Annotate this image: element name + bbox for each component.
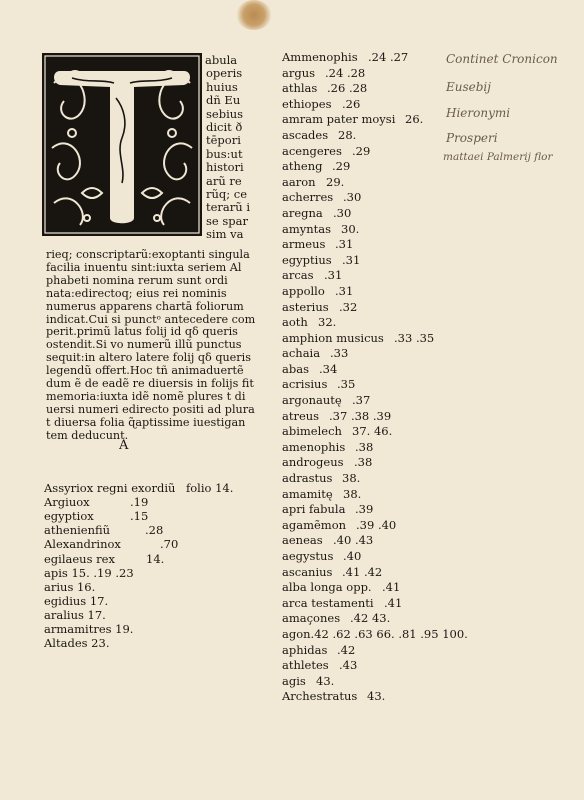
- index-page-number: .39: [355, 502, 374, 517]
- index-left-row: [44, 636, 109, 650]
- index-page-number: .38: [354, 455, 373, 470]
- index-term: Archestratus: [282, 689, 358, 704]
- index-page-number: .29: [332, 159, 351, 174]
- index-term: armamitres 19.: [44, 622, 134, 636]
- index-left-row: [44, 594, 108, 608]
- index-page-number: 26.: [405, 112, 424, 127]
- section-letter-a: A: [119, 438, 129, 453]
- intro-full-line: phabeti nomina rerum sunt ordi: [46, 273, 228, 287]
- intro-narrow-line: sebius: [206, 106, 244, 121]
- index-page-number: 38.: [343, 486, 362, 501]
- index-term: amamitę: [282, 486, 333, 501]
- index-page-number: .31: [324, 268, 343, 283]
- index-left-row: [44, 537, 179, 552]
- index-term: amaçones: [282, 611, 341, 626]
- index-page-number: 38.: [342, 471, 361, 486]
- index-term: athlas: [282, 81, 318, 96]
- intro-full-line: nata:edirectoq; eius rei nominis: [46, 286, 227, 300]
- index-term: androgeus: [282, 455, 344, 470]
- index-page-number: .26 .28: [327, 81, 368, 96]
- index-term: amphion musicus: [282, 330, 384, 345]
- index-term: armeus: [282, 237, 326, 252]
- index-page-number: .29: [352, 143, 371, 158]
- index-term: Altades 23.: [44, 636, 110, 651]
- index-term: argus: [282, 65, 316, 80]
- index-term: argonautę: [282, 393, 342, 408]
- index-term: ethiopes: [282, 96, 332, 111]
- index-term: agis: [282, 673, 306, 688]
- index-page-number: 14.: [146, 551, 165, 566]
- index-page-number: .37 .38 .39: [329, 408, 392, 423]
- intro-narrow-line: dñ Eu: [206, 93, 241, 108]
- index-page-number: .37: [352, 393, 371, 408]
- index-term: aeneas: [282, 533, 323, 548]
- intro-full-line: indicat.Cui si punctᵒ antecedere com: [46, 312, 256, 326]
- intro-narrow-line: sim va: [206, 227, 244, 242]
- index-term: arcas: [282, 268, 314, 283]
- index-left-row: [44, 580, 95, 594]
- paper-stain: [236, 0, 272, 30]
- intro-narrow-line: operis: [206, 66, 243, 81]
- index-left-row: [44, 523, 164, 538]
- intro-full-line: tem deducunt.: [46, 428, 129, 442]
- index-term: amram pater moysi: [282, 112, 396, 127]
- index-term: achaia: [282, 346, 321, 361]
- index-term: ascades: [282, 127, 329, 142]
- index-term: egidius 17.: [44, 593, 109, 608]
- index-page-number: 30.: [341, 221, 360, 236]
- index-term: egyptiox: [44, 509, 94, 524]
- index-term: adrastus: [282, 471, 333, 486]
- index-term: acherres: [282, 190, 334, 205]
- index-page-number: .33 .35: [394, 330, 435, 345]
- index-page-number: 28.: [338, 127, 357, 142]
- index-term: alba longa opp.: [282, 580, 372, 595]
- intro-narrow-line: arũ re: [206, 173, 242, 188]
- index-left-row: [44, 495, 149, 510]
- intro-full-line: rieq; conscriptarũ:exoptanti singula: [46, 248, 250, 261]
- index-page-number: .24 .27: [368, 50, 409, 64]
- index-page-number: .33: [330, 346, 349, 361]
- intro-full-line: dum ẽ de eadẽ re diuersis in folijs fit: [46, 377, 254, 390]
- index-page-number: 29.: [326, 174, 345, 189]
- index-term: acengeres: [282, 143, 342, 158]
- index-term: aralius 17.: [44, 607, 106, 622]
- intro-full-line: uersi numeri edirecto positi ad plura: [46, 402, 255, 416]
- intro-narrow-line: terarũ i: [206, 200, 251, 215]
- index-term: arca testamenti: [282, 595, 374, 610]
- index-page-number: 37. 46.: [352, 424, 393, 439]
- intro-narrow-line: histori: [206, 160, 244, 175]
- index-page-number: .39 .40: [356, 517, 397, 532]
- index-page-number: .40: [343, 549, 362, 563]
- index-left-row: [44, 509, 149, 524]
- intro-full-line: memoria:iuxta idẽ nomẽ plures t di: [46, 389, 246, 403]
- index-page-number: .41 .42: [342, 564, 383, 579]
- intro-full-line: legendũ offert.Hoc tñ animaduertẽ: [46, 364, 244, 378]
- index-term: appollo: [282, 283, 325, 298]
- index-term: acrisius: [282, 377, 328, 392]
- index-term: aoth: [282, 315, 308, 330]
- index-term: Argiuox: [44, 495, 90, 510]
- index-term: amyntas: [282, 221, 332, 236]
- index-page-number: .19: [130, 495, 149, 510]
- index-left-row: [44, 551, 165, 566]
- index-term: apri fabula: [282, 502, 346, 517]
- index-term: aphidas: [282, 642, 328, 657]
- index-page-number: .32: [339, 299, 358, 314]
- index-page-number: .35: [337, 377, 356, 392]
- intro-full-line: sequit:in altero latere folij qδ queris: [46, 351, 251, 365]
- intro-full-line: perit.primũ latus folij id qδ queris: [46, 325, 238, 339]
- intro-full-line: numerus apparens chartā foliorum: [46, 299, 244, 313]
- index-page-number: .34: [319, 361, 338, 376]
- index-term: arius 16.: [44, 579, 96, 594]
- index-page-number: .26: [342, 96, 361, 111]
- index-left-row: [44, 566, 134, 580]
- index-page-number: .31: [335, 283, 354, 298]
- intro-full-line: facilia inuentu sint:iuxta seriem Al: [46, 260, 242, 274]
- index-term: atreus: [282, 408, 320, 423]
- handwritten-note: mattaei Palmerij flor: [443, 151, 553, 163]
- index-page-number: .30: [333, 205, 352, 220]
- index-page-number: .31: [335, 237, 354, 252]
- intro-narrow-line: abula: [205, 53, 238, 67]
- index-term: egyptius: [282, 252, 332, 267]
- index-term: aregna: [282, 205, 323, 220]
- intro-narrow-line: huius: [206, 79, 238, 94]
- index-term: aegystus: [282, 549, 334, 563]
- index-term: ascanius: [282, 564, 333, 579]
- index-term: atheng: [282, 159, 323, 174]
- index-page-number: .41: [384, 595, 403, 610]
- index-term: aaron: [282, 174, 316, 189]
- index-term: amenophis: [282, 439, 346, 454]
- index-page-number: .43: [339, 658, 358, 673]
- index-page-number: .24 .28: [325, 65, 366, 80]
- index-term: asterius: [282, 299, 329, 314]
- index-term: egilaeus rex: [44, 551, 115, 566]
- index-page-number: .40 .43: [333, 533, 374, 548]
- index-page-number: .41: [382, 580, 401, 595]
- index-term: Ammenophis: [282, 50, 358, 64]
- intro-full-line: t diuersa folia ɋ̃aptissime iuestigan: [46, 415, 246, 429]
- index-term: apis 15. .19 .23: [44, 565, 134, 580]
- index-left-row: [44, 622, 133, 636]
- index-page-number: .28: [145, 523, 164, 538]
- index-page-number: .70: [160, 537, 179, 552]
- index-term: abimelech: [282, 424, 342, 439]
- handwritten-note: Prosperi: [446, 131, 498, 145]
- index-term: agon.42 .62 .63 66. .81 .95 100.: [282, 626, 468, 641]
- index-page-number: .42: [337, 642, 356, 657]
- index-term: Alexandrinox: [44, 537, 121, 552]
- index-term: agamẽmon: [282, 517, 347, 532]
- index-page-number: 43.: [316, 673, 335, 688]
- intro-narrow-line: bus:ut: [206, 146, 243, 161]
- intro-full-line: ostendit.Si vo numerũ illũ punctus: [46, 338, 242, 352]
- index-left-row: [44, 608, 106, 622]
- intro-narrow-line: rũq; ce: [206, 187, 248, 201]
- index-page-number: .30: [343, 190, 362, 205]
- index-term: Assyriox regni exordiũ: [44, 481, 176, 495]
- index-page-number: .42 43.: [350, 611, 391, 626]
- intro-narrow-line: dicit ð: [206, 120, 243, 134]
- index-page-number: .31: [342, 252, 361, 267]
- index-page-number: .15: [130, 509, 149, 524]
- index-page-number: 32.: [318, 315, 337, 330]
- index-page-number: 43.: [367, 689, 386, 704]
- index-term: athletes: [282, 658, 329, 673]
- index-page-number: folio 14.: [186, 481, 234, 495]
- decorated-initial-t: [42, 53, 202, 236]
- index-term: athenienfiũ: [44, 523, 111, 538]
- handwritten-note: Eusebij: [446, 80, 491, 94]
- index-term: abas: [282, 361, 309, 376]
- intro-narrow-line: se spar: [206, 213, 248, 228]
- intro-narrow-line: tēpori: [206, 133, 241, 148]
- handwritten-note: Hieronymi: [446, 106, 511, 120]
- index-left-row: [44, 481, 234, 495]
- index-page-number: .38: [355, 439, 374, 454]
- handwritten-note: Continet Cronicon: [446, 52, 558, 66]
